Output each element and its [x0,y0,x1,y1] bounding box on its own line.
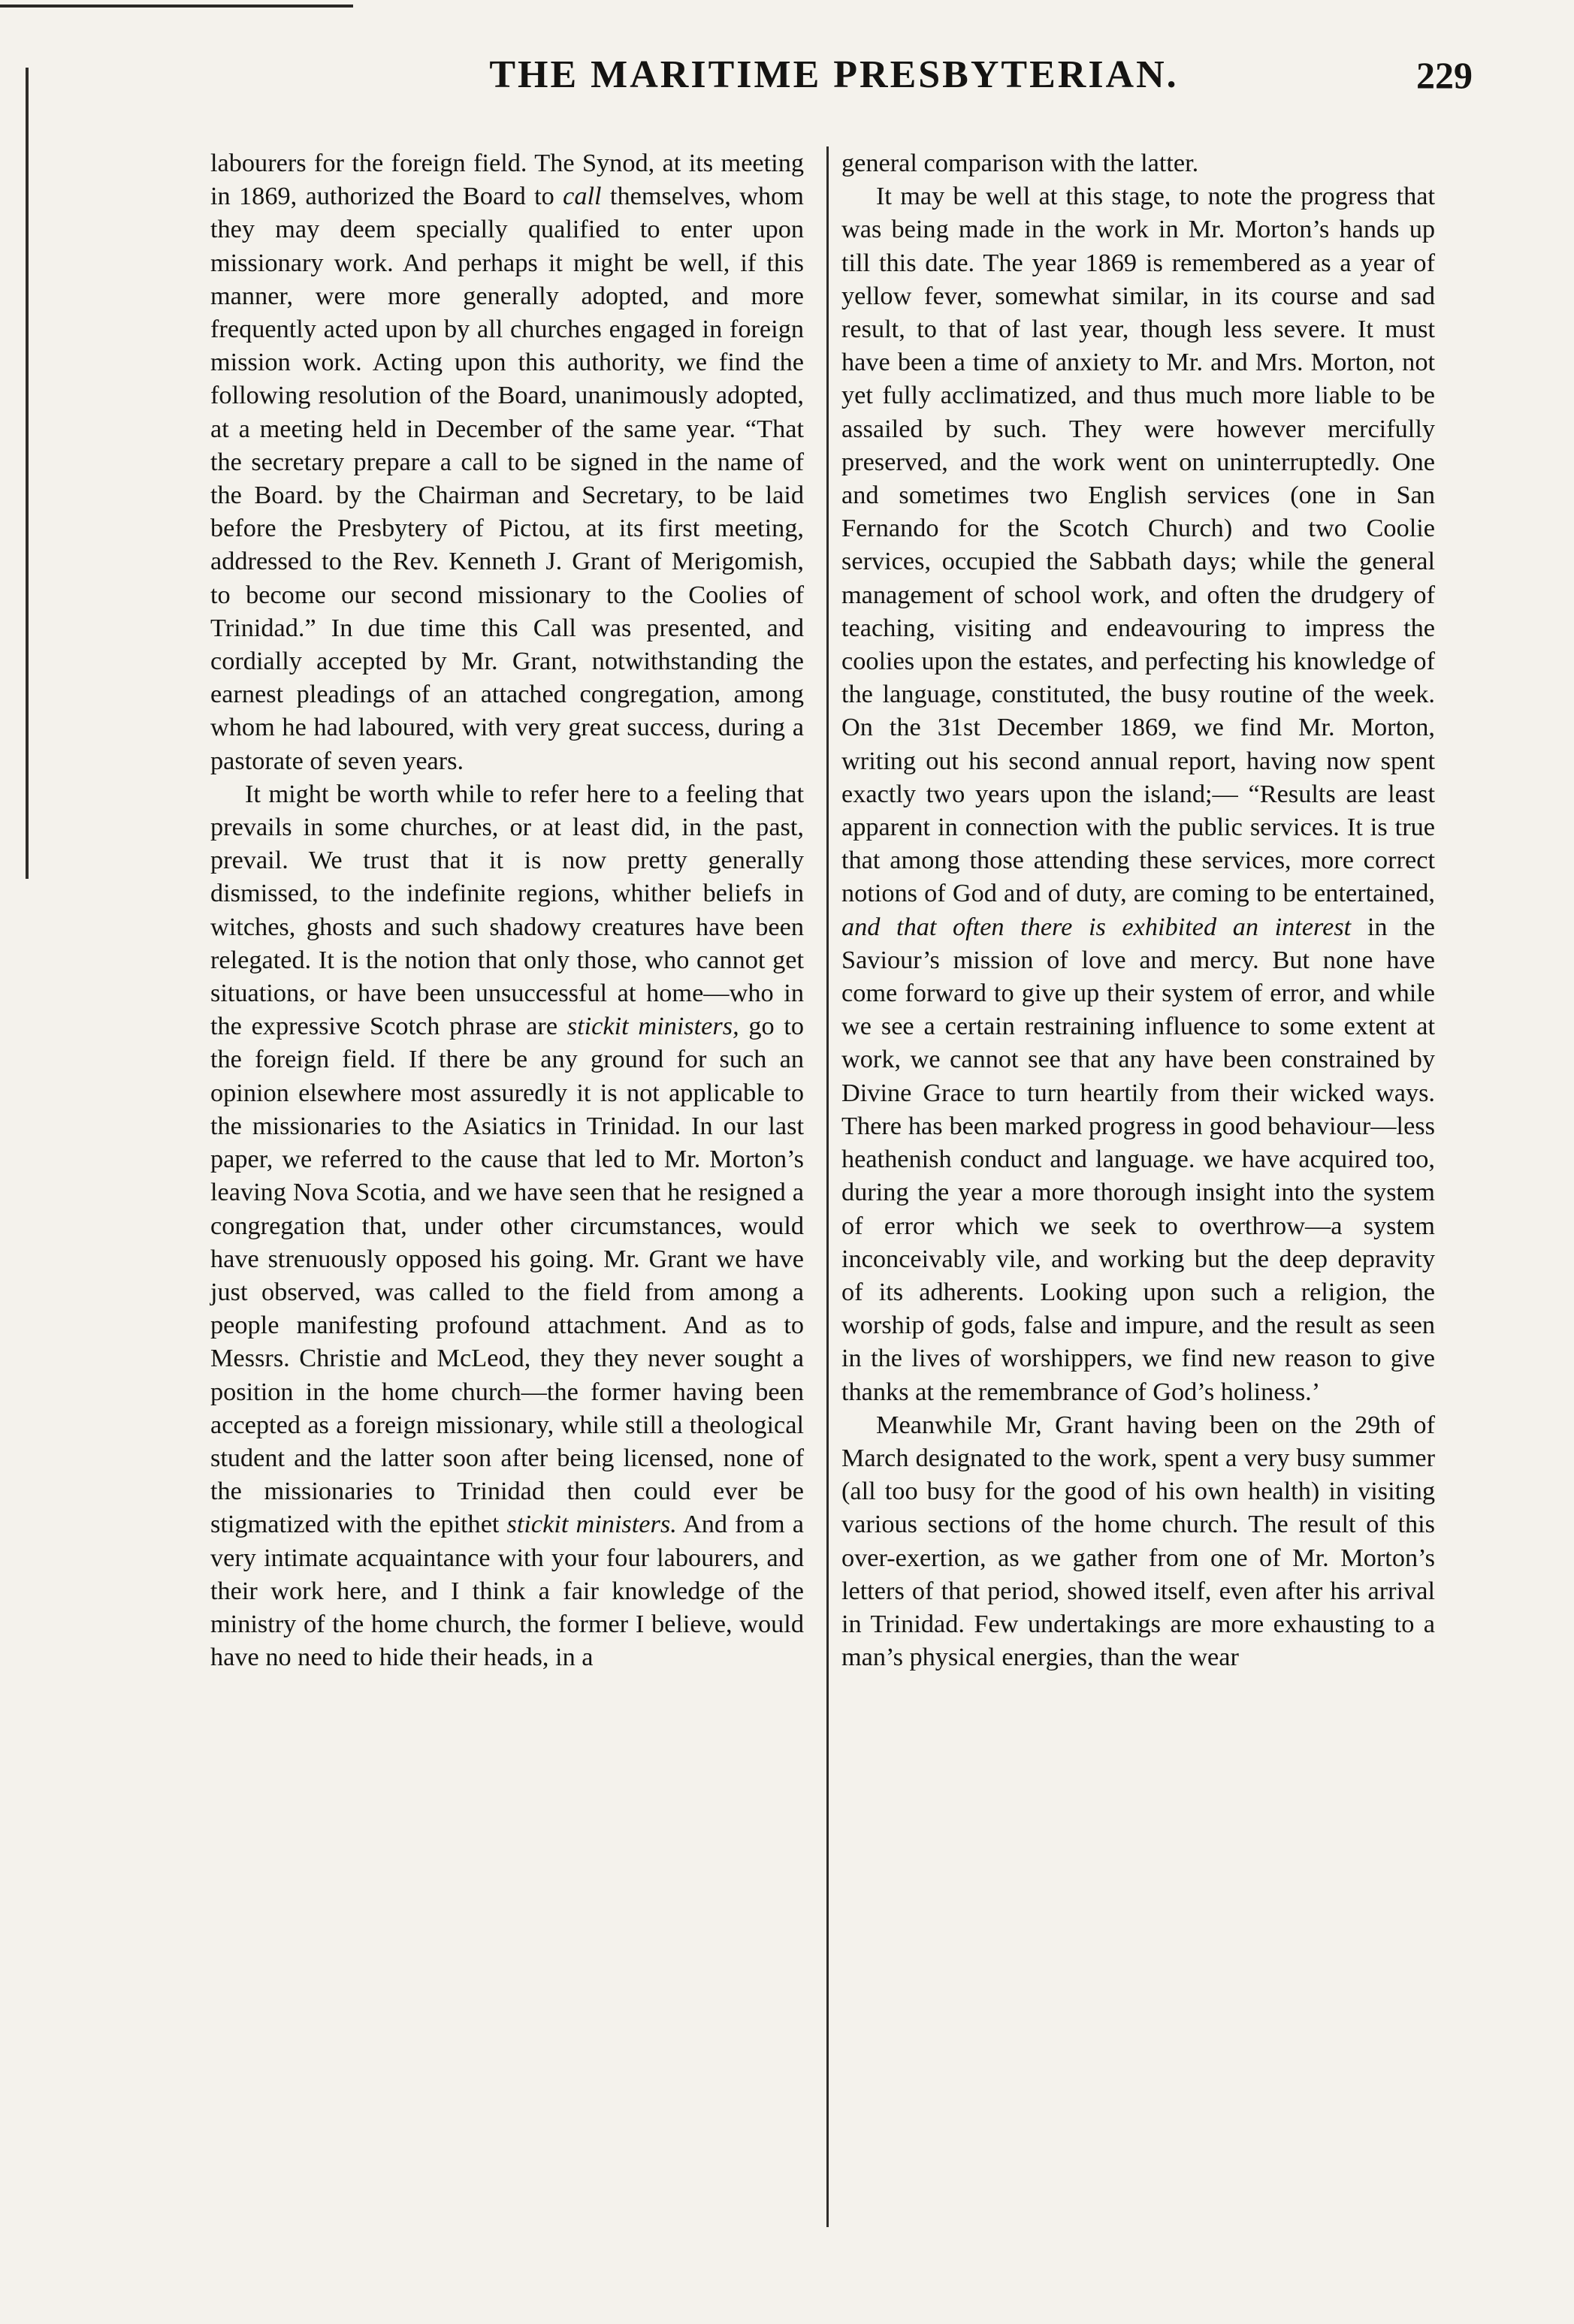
italic-text: stickit ministers, [566,1012,739,1041]
top-edge-rule [0,5,353,8]
text-run: go to the foreign field. If there be any ground for such an opinion elsewhere most assuredly it is not applicable to the missionaries to the Asiatics in Trinidad. In our last paper, we referred to the cause that led to Mr. Morton’s leaving Nova Scotia, and we have seen that he resigned a congregation that, under other circumstances, would have strenuously opposed his going. Mr. Grant we have just observed, was called to the field from among a people manifesting profound attachment. And as to Messrs. Christie and McLeod, they they never sought a position in the home church—the former having been accepted as a foreign missionary, while still a theological student and the latter soon after being licensed, none of the missionaries to Trinidad then could ever be stigmatized with the epithet [210,1012,804,1539]
paragraph [841,180,1435,1408]
page-number: 229 [1416,54,1473,96]
text-run: themselves, whom they may deem specially qualified to enter upon missionary work. And perhaps it might be well, if this manner, were more generally adopted, and more frequently acted upon by all churches engaged in foreign mission work. Acting upon this authority, we find the following resolution of the Board, unanimously adopted, at a meeting held in December of the same year. “That the secretary prepare a call to be signed in the name of the Board. by the Chairman and Secretary, to be laid before the Presbytery of Pictou, at its first meeting, addressed to the Rev. Kenneth J. Grant of Merigomish, to become our second missionary to the Coolies of Trinidad.” In due time this Call was presented, and cordially accepted by Mr. Grant, notwithstanding the earnest pleadings of an attached congregation, among whom he had laboured, with very great success, during a pastorate of seven years. [210,182,804,775]
text-run: And from a very intimate acquaintance with your four labourers, and their work here, and I think a fair knowledge of the ministry of the home church, the former I believe, would have no need to hide their heads, in a [210,1510,804,1672]
left-margin-rule [26,68,29,879]
paragraph [841,1408,1435,1674]
paragraph [841,146,1435,180]
text-run: in the Saviour’s mission of love and mercy. But none have come forward to give up their system of error, and while we see a certain restraining influence to some extent at work, we cannot see that any have been constrained by Divine Grace to turn heartily from their wicked ways. There has been marked progress in good behaviour—less heathenish conduct and language. we have acquired too, during the year a more thorough insight into the system of error which we seek to overthrow—a system inconceivably vile, and working but the deep depravity of its adherents. Looking upon such a religion, the worship of gods, false and impure, and the result as seen in the lives of worshippers, we find new reason to give thanks at the remembrance of God’s holiness.’ [841,912,1435,1406]
paragraph [210,777,804,1674]
italic-text: and that often there is exhibited an interest [841,912,1352,941]
journal-title: THE MARITIME PRESBYTERIAN. [489,53,1179,96]
text-run: It may be well at this stage, to note the progress that was being made in the work in Mr. Morton’s hands up till this date. The year 1869 is remembered as a year of yellow fever, somewhat similar, in its course and sad result, to that of last year, though less severe. It must have been a time of anxiety to Mr. and Mrs. Morton, not yet fully acclimatized, and thus much more liable to be assailed by such. They were however mercifully preserved, and the work went on uninterruptedly. One and sometimes two English services (one in San Fernando for the Scotch Church) and two Coolie services, occupied the Sabbath days; while the general management of school work, and often the drudgery of teaching, visiting and endeavouring to impress the coolies upon the estates, and perfecting his knowledge of the language, constituted, the busy routine of the week. On the 31st December 1869, we find Mr. Morton, writing out his second annual report, having now spent exactly two years upon the island;— “Results are least apparent in connection with the public services. It is true that among those attending these services, more correct notions of God and of duty, are coming to be entertained, [841,182,1435,908]
text-run: It might be worth while to refer here to a feeling that prevails in some churches, or at least did, in the past, prevail. We trust that it is now pretty generally dismissed, to the indefinite regions, whither beliefs in witches, ghosts and such shadowy creatures have been relegated. It is the notion that only those, who cannot get situations, or have been unsuccessful at home—who in the expressive Scotch phrase are [210,779,804,1041]
paragraph [210,146,804,777]
page-header [0,45,1574,105]
column-divider [826,146,829,2227]
left-column [210,146,804,1674]
text-run: Meanwhile Mr, Grant having been on the 29th of March designated to the work, spent a very busy summer (all too busy for the good of his own health) in visiting various sections of the home church. The result of this over-exertion, as we gather from one of Mr. Morton’s letters of that period, showed itself, even after his arrival in Trinidad. Few undertakings are more exhausting to a man’s physical energies, than the wear [841,1410,1435,1672]
italic-text: call [563,182,602,211]
text-run: labourers for the foreign field. The Synod, at its meeting in 1869, authorized the Board to [210,149,804,211]
right-column [841,146,1435,1674]
italic-text: stickit ministers. [506,1510,677,1539]
text-run: general comparison with the latter. [841,149,1199,177]
